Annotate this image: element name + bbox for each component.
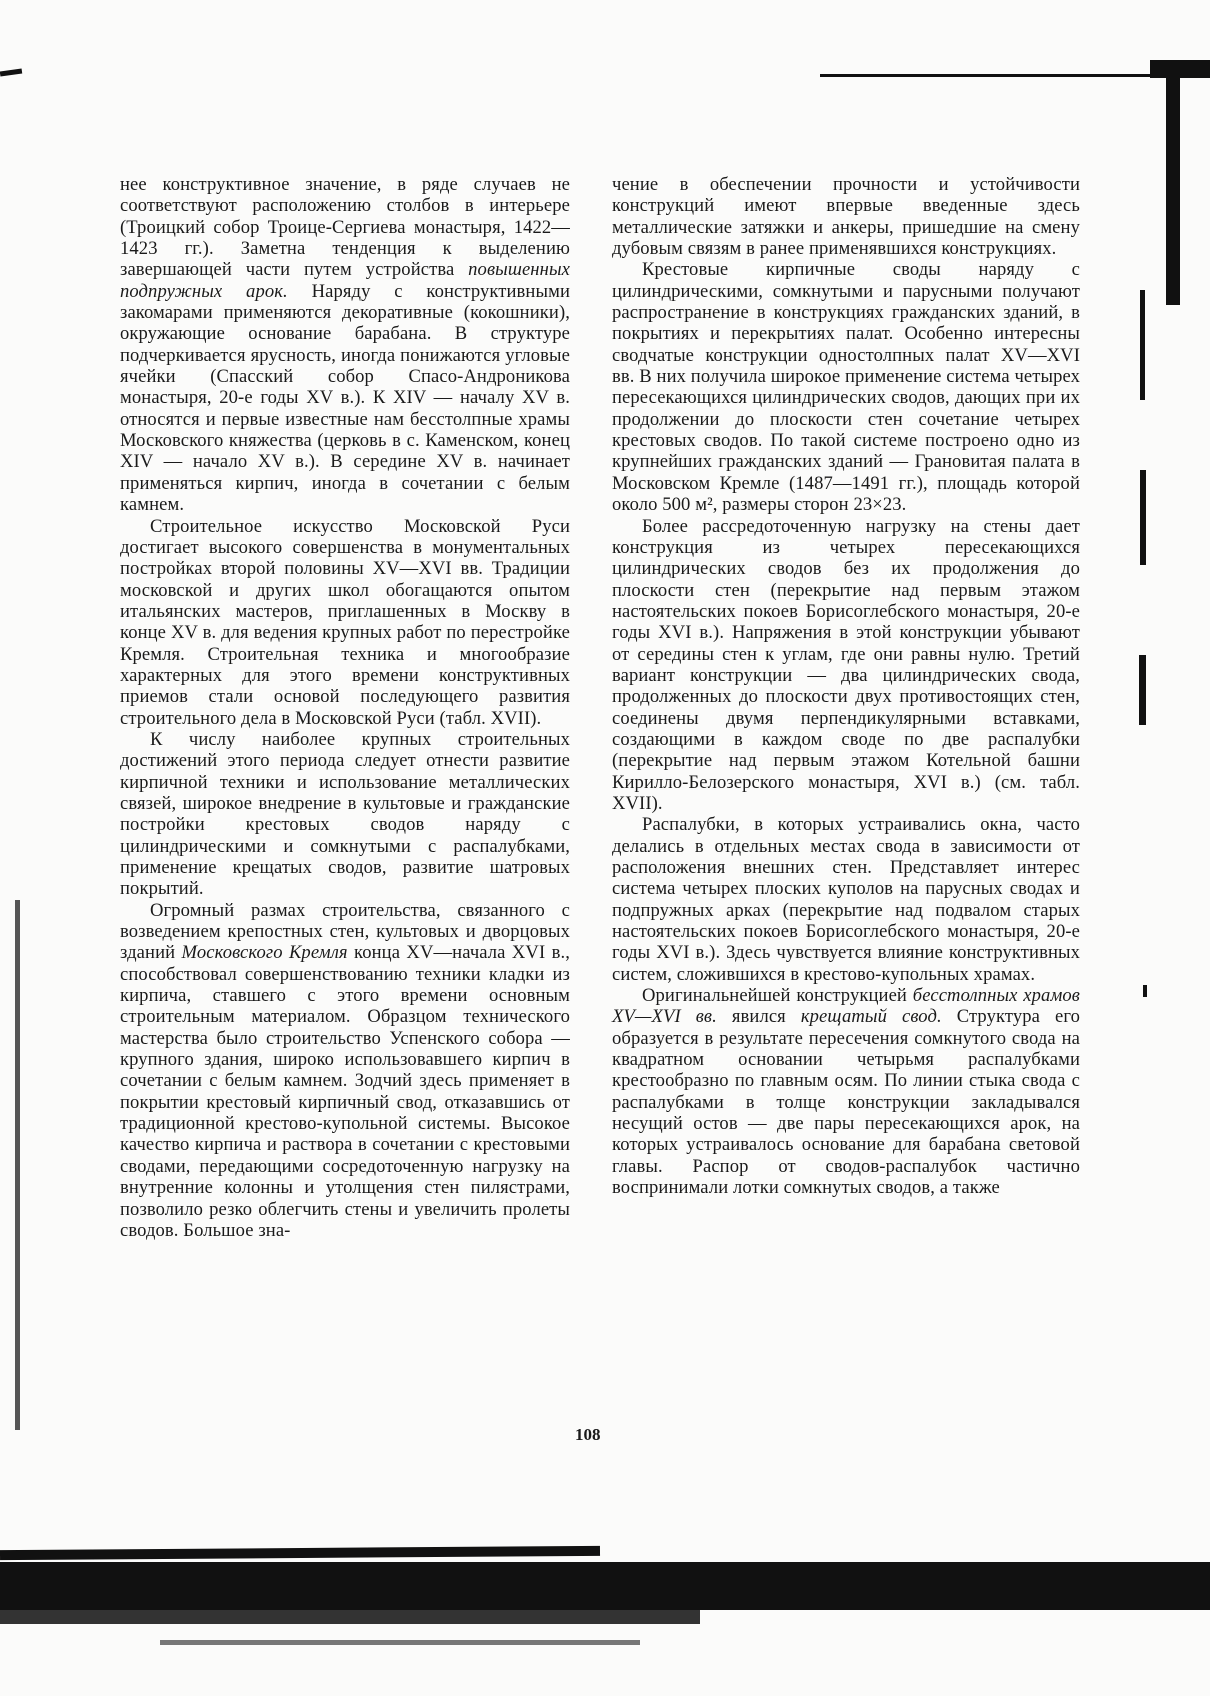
right-paragraph-1: чение в обеспечении прочности и устойчивости конструкций имеют впервые введенные здесь металлические затяжки и анкеры, пришедшие на смену дубовым связям в ранее применявшихся конструкциях. (612, 174, 1080, 260)
page-number: 108 (575, 1425, 601, 1444)
scan-mark-right-edge-4 (1139, 655, 1146, 725)
right-paragraph-2: Крестовые кирпичные своды наряду с цилиндрическими, сомкнутыми и парусными получают распространение в конструкциях гражданских зданий, в покрытиях и перекрытиях палат. Особенно интересны сводчатые конструкции одностолпных палат XV—XVI вв. В них получила широкое применение система четырех пересекающихся цилиндрических сводов, дающих при их продолжении до плоскости стен сочетание четырех крестовых сводов. По такой системе построено одно из крупнейших гражданских зданий — Грановитая палата в Московском Кремле (1487—1491 гг.), площадь которой около 500 м², размеры сторон 23×23. (612, 259, 1080, 516)
scan-mark-top-right-line (820, 74, 1150, 77)
left-paragraph-1: нее конструктивное значение, в ряде случаев не соответствуют расположению столбов в интерьере (Троицкий собор Троице-Сергиева монастыря, 1422—1423 гг.). Заметна тенденция к выделению завершающей части путем устройства повышенных подпружных арок. Наряду с конструктивными закомарами применяются декоративные (кокошники), окружающие основание барабана. В структуре подчеркивается ярусность, иногда понижаются угловые ячейки (Спасский собор Спасо-Андроникова монастыря, 20-е годы XV в.). К XIV — началу XV в. относятся и первые известные нам бесстолпные храмы Московского княжества (церковь в с. Каменском, конец XIV — начало XV в.). В середине XV в. начинает применяться кирпич, иногда в сочетании с белым камнем. (120, 174, 570, 516)
scan-mark-left-edge (15, 900, 20, 1430)
scan-mark-right-edge-2 (1140, 290, 1145, 400)
scan-bar-bottom-3 (0, 1610, 700, 1624)
left-paragraph-4: Огромный размах строительства, связанного с возведением крепостных стен, культовых и дворцовых зданий Московского Кремля конца XV—начала XVI в., способствовал совершенствованию техники кладки из кирпича, ставшего с этого времени основным строительным материалом. Образцом технического мастерства было строительство Успенского собора — крупного здания, широко использовавшего кирпич в сочетании с белым камнем. Зодчий здесь применяет в покрытии крестовый кирпичный свод, отказавшись от традиционной крестово-купольной системы. Высокое качество кирпича и раствора в сочетании с крестовыми сводами, передающими сосредоточенную нагрузку на внутренние колонны и утолщения стен пилястрами, позволило резко облегчить стены и увеличить пролеты сводов. Большое зна- (120, 899, 570, 1241)
scan-mark-top-left (0, 68, 22, 76)
left-paragraph-3: К числу наиболее крупных строительных достижений этого периода следует отнести развитие кирпичной техники и использование металлических связей, широкое внедрение в культовые и гражданские постройки крестовых сводов наряду с цилиндрическими и сомкнутыми с распалубками, применение крещатых сводов, развитие шатровых покрытий. (120, 728, 570, 900)
right-paragraph-5: Оригинальнейшей конструкцией бесстолпных храмов XV—XVI вв. явился крещатый свод. Структура его образуется в результате пересечения сомкнутого свода на квадратном основании четырьмя распалубками крестообразно по главным осям. По линии стыка свода с распалубками в толще конструкции закладывался несущий остов — две пары пересекающихся арок, на которых устраивалось основание для барабана световой главы. Распор от сводов-распалубок частично воспринимали лотки сомкнутых сводов, а также (612, 985, 1080, 1199)
right-text-column (612, 174, 1080, 1199)
scan-mark-top-right-hook (1150, 60, 1210, 78)
scan-mark-right-edge-5 (1143, 985, 1147, 997)
scan-bar-bottom-2 (0, 1562, 1210, 1610)
scan-mark-right-edge-1 (1166, 75, 1180, 305)
right-paragraph-4: Распалубки, в которых устраивались окна, часто делались в отдельных местах свода в зависимости от расположения внешних стен. Представляет интерес система четырех плоских куполов на парусных сводах и подпружных арках (перекрытие над подвалом старых настоятельских покоев Борисоглебского монастыря, 20-е годы XVI в.). Здесь чувствуется влияние конструктивных систем, сложившихся в крестово-купольных храмах. (612, 814, 1080, 985)
left-paragraph-2: Строительное искусство Московской Руси достигает высокого совершенства в монументальных постройках второй половины XV—XVI вв. Традиции московской и других школ обогащаются опытом итальянских мастеров, приглашенных в Москву в конце XV в. для ведения крупных работ по перестройке Кремля. Строительная техника и многообразие характерных для этого времени конструктивных приемов стали основой последующего развития строительного дела в Московской Руси (табл. XVII). (120, 515, 570, 729)
scan-bar-bottom-4 (160, 1640, 640, 1645)
scan-mark-right-edge-3 (1140, 470, 1146, 565)
right-paragraph-3: Более рассредоточенную нагрузку на стены дает конструкция из четырех пересекающихся цилиндрических сводов без их продолжения до плоскости стен (перекрытие над первым этажом настоятельских покоев Борисоглебского монастыря, 20-е годы XVI в.). Напряжения в этой конструкции убывают от середины стен к углам, где они равны нулю. Третий вариант конструкции — два цилиндрических свода, продолженных до плоскости двух противостоящих стен, соединены двумя перпендикулярными вставками, создающими в каждом своде по две распалубки (перекрытие над первым этажом Котельной башни Кирилло-Белозерского монастыря, XVI в.) (см. табл. XVII). (612, 515, 1080, 814)
left-text-column (120, 174, 570, 1241)
scan-bar-bottom-1 (0, 1546, 600, 1560)
